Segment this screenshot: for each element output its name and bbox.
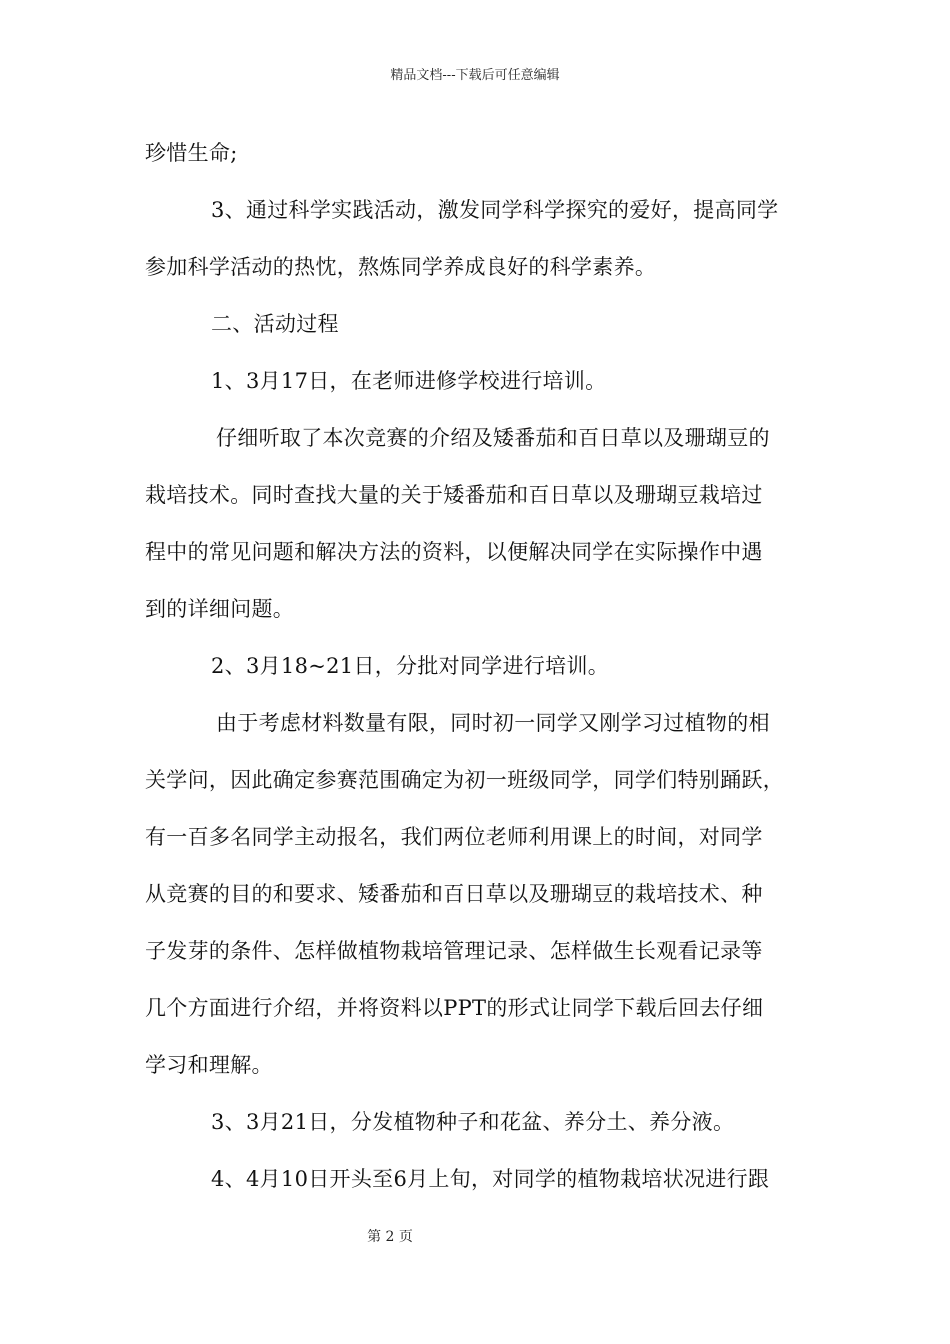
body-line: 1、3月17日，在老师进修学校进行培训。 (211, 369, 607, 393)
body-line: 子发芽的条件、怎样做植物栽培管理记录、怎样做生长观看记录等 (145, 939, 763, 963)
body-line: 几个方面进行介绍，并将资料以PPT的形式让同学下载后回去仔细 (145, 996, 764, 1020)
body-line: 3、通过科学实践活动，激发同学科学探究的爱好，提高同学 (211, 198, 779, 222)
body-line: 仔细听取了本次竞赛的介绍及矮番茄和百日草以及珊瑚豆的 (216, 426, 770, 450)
body-line: 从竞赛的目的和要求、矮番茄和百日草以及珊瑚豆的栽培技术、种 (145, 882, 763, 906)
body-line: 由于考虑材料数量有限，同时初一同学又刚学习过植物的相 (216, 711, 770, 735)
body-line: 到的详细问题。 (145, 597, 295, 621)
body-line: 参加科学活动的热忱，熬炼同学养成良好的科学素养。 (145, 255, 657, 279)
page-footer: 第 2 页 (367, 1229, 413, 1245)
section-heading: 二、活动过程 (211, 312, 339, 336)
body-line: 学习和理解。 (145, 1053, 273, 1077)
body-line: 栽培技术。同时查找大量的关于矮番茄和百日草以及珊瑚豆栽培过 (145, 483, 763, 507)
body-line: 有一百多名同学主动报名，我们两位老师利用课上的时间，对同学 (145, 825, 763, 849)
page-header: 精品文档---下载后可任意编辑 (390, 68, 560, 83)
body-line: 2、3月18~21日，分批对同学进行培训。 (211, 654, 610, 678)
body-line: 4、4月10日开头至6月上旬，对同学的植物栽培状况进行跟 (211, 1167, 770, 1191)
body-line: 关学问，因此确定参赛范围确定为初一班级同学，同学们特别踊跃， (145, 768, 784, 792)
body-line: 程中的常见问题和解决方法的资料，以便解决同学在实际操作中遇 (145, 540, 763, 564)
body-line: 珍惜生命; (145, 141, 238, 165)
body-line: 3、3月21日，分发植物种子和花盆、养分土、养分液。 (211, 1110, 735, 1134)
